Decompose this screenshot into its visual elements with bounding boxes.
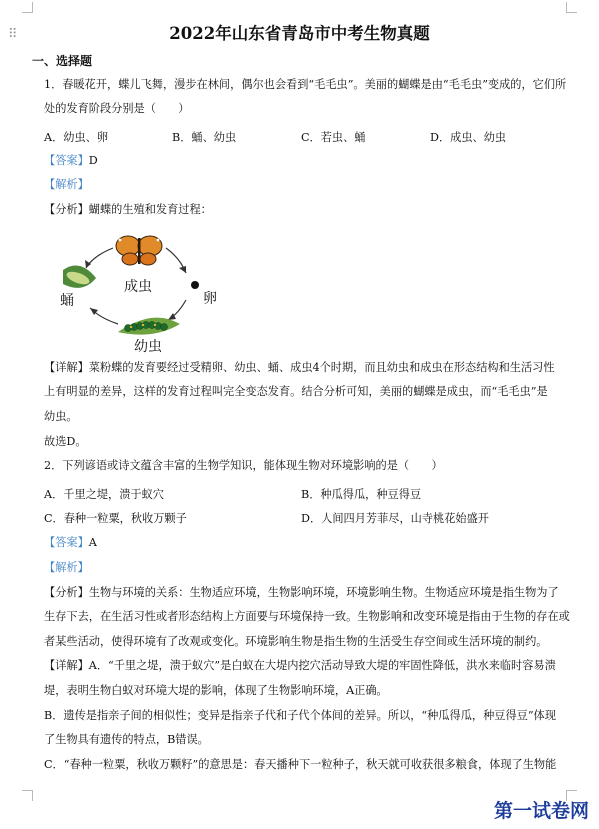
- q2-answer-value: A: [88, 536, 97, 549]
- q1-analysis-label: 【解析】: [44, 178, 89, 191]
- larva-icon: [118, 318, 180, 335]
- q1-option-c: C．若虫、蛹: [301, 131, 366, 144]
- q1-choose: 故选D。: [44, 435, 87, 448]
- q2-detail-c-line1: C．“春种一粒粟，秋收万颗籽”的意思是：春天播种下一粒种子，秋天就可收获很多粮食，体现了生物能: [44, 758, 557, 771]
- egg-icon: [191, 281, 199, 289]
- crop-mark-top-right: [566, 2, 577, 13]
- watermark-logo: 第一试卷网: [493, 800, 589, 822]
- q2-detail-a-line1: 【详解】A．“千里之堤，溃于蚁穴”是白蚁在大堤内挖穴活动导致大堤的牢固性降低，洪水来临时容易溃: [44, 659, 556, 672]
- larva-label: 幼虫: [134, 339, 162, 355]
- butterfly-icon: [116, 236, 162, 265]
- q2-fenxi-line1: 【分析】生物与环境的关系：生物适应环境，生物影响环境，环境影响生物。生物适应环境是指生物为了: [44, 586, 559, 599]
- q1-option-b: B．蛹、幼虫: [172, 131, 237, 144]
- q1-answer: [44, 154, 98, 168]
- q2-detail-a-line2: 堤，表明生物白蚁对环境大堤的影响，体现了生物影响环境，A正确。: [44, 684, 388, 697]
- q1-answer-value: D: [88, 154, 98, 167]
- q1-detail-line2: 上有明显的差异，这样的发育过程叫完全变态发育。结合分析可知，美丽的蝴蝶是成虫，而“毛毛虫”是: [44, 385, 548, 398]
- adult-label: 成虫: [124, 279, 152, 295]
- pupa-icon: [63, 266, 96, 288]
- crop-mark-top-left: [22, 2, 33, 13]
- pupa-label: 蛹: [60, 293, 74, 309]
- q1-option-a: A．幼虫、卵: [44, 131, 109, 144]
- q2-option-d: D．人间四月芳菲尽，山寺桃花始盛开: [301, 512, 489, 525]
- q2-fenxi-line3: 者某些活动，使得环境有了改观或变化。环境影响生物是指生物的生活受生存空间或生活环境的制约。: [44, 635, 548, 648]
- q2-analysis-label: 【解析】: [44, 561, 89, 574]
- q1-stem-line1: 1．春暖花开，蝶儿飞舞，漫步在林间，偶尔也会看到“毛毛虫”。美丽的蝴蝶是由“毛毛虫”变成的，它们所: [44, 78, 567, 91]
- q1-detail-line3: 幼虫。: [44, 410, 78, 423]
- section-heading: 一、选择题: [32, 54, 93, 68]
- q2-answer: [44, 536, 97, 550]
- q2-option-c: C．春种一粒粟，秋收万颗子: [44, 512, 187, 525]
- butterfly-life-cycle-diagram: [58, 228, 228, 353]
- q2-fenxi-line2: 生存下去，在生活习性或者形态结构上方面要与环境保持一致。生物影响和改变环境是指由于生物的存在或: [44, 610, 570, 623]
- q1-stem-line2: 处的发育阶段分别是（ ）: [44, 102, 190, 115]
- q2-detail-b-line1: B．遗传是指亲子间的相似性；变异是指亲子代和子代个体间的差异。所以，“种瓜得瓜，种豆得豆”体现: [44, 709, 556, 722]
- q1-answer-label: 【答案】: [44, 154, 89, 167]
- egg-label: 卵: [203, 291, 217, 307]
- crop-mark-bottom-left: [22, 790, 33, 801]
- q2-stem: 2．下列谚语或诗文蕴含丰富的生物学知识，能体现生物对环境影响的是（ ）: [44, 459, 443, 472]
- drag-handle-icon[interactable]: ⠿: [8, 27, 17, 42]
- q2-option-a: A．千里之堤，溃于蚁穴: [44, 488, 164, 501]
- q1-fenxi: 【分析】蝴蝶的生殖和发育过程：: [44, 203, 212, 216]
- q1-detail-line1: 【详解】菜粉蝶的发育要经过受精卵、幼虫、蛹、成虫4个时期，而且幼虫和成虫在形态结构和生活习性: [44, 361, 555, 374]
- document-title: 2022年山东省青岛市中考生物真题: [169, 24, 430, 43]
- q2-option-b: B．种瓜得瓜，种豆得豆: [301, 488, 422, 501]
- q1-option-d: D．成虫、幼虫: [430, 131, 507, 144]
- q2-detail-b-line2: 了生物具有遗传的特点，B错误。: [44, 733, 209, 746]
- q2-answer-label: 【答案】: [44, 536, 89, 549]
